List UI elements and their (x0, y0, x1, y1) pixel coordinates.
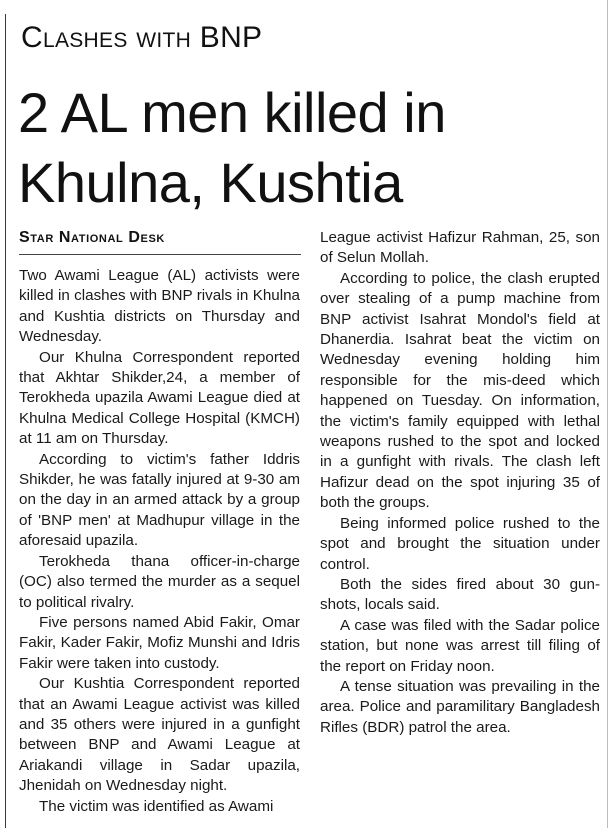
right-border-rule (607, 0, 608, 828)
article-paragraph: Our Khulna Correspondent reported that Akhtar Shikder,24, a member of Terokheda upazila Awami League died at Khulna Medical College Hospital (KMCH) at 11 am on Thursday. (19, 348, 300, 448)
headline-line: Khulna, Kushtia (18, 151, 403, 214)
byline-divider (19, 254, 301, 255)
article-paragraph: Five persons named Abid Fakir, Omar Fakir, Kader Fakir, Mofiz Munshi and Idris Fakir were taken into custody. (19, 613, 300, 672)
headline-line: 2 AL men killed in (18, 81, 446, 144)
article-paragraph: Two Awami League (AL) activists were killed in clashes with BNP rivals in Khulna and Kushtia districts on Thursday and Wednesday. (19, 267, 300, 346)
article-paragraph: According to victim's father Iddris Shikder, he was fatally injured at 9-30 am on the day in an armed attack by a group of 'BNP men' at Madhupur village in the aforesaid upazila. (19, 450, 300, 550)
article-paragraph: The victim was identified as Awami (39, 797, 274, 815)
article-paragraph: Being informed police rushed to the spot and brought the situation under control. (320, 514, 600, 573)
article-paragraph: A tense situation was prevailing in the area. Police and paramilitary Bangladesh Rifles (BDR) patrol the area. (320, 677, 600, 736)
article-kicker: Clashes with BNP (21, 21, 263, 54)
left-border-rule (5, 14, 6, 828)
article-paragraph: Both the sides fired about 30 gun-shots, locals said. (320, 575, 600, 614)
article-paragraph: Our Kushtia Correspondent reported that an Awami League activist was killed and 35 others were injured in a gunfight between BNP and Awami League at Ariakandi village in Sadar upazila, Jhenidah on Wednesday night. (19, 675, 300, 795)
article-paragraph: League activist Hafizur Rahman, 25, son of Selun Mollah. (320, 229, 600, 267)
article-paragraph: Terokheda thana officer-in-charge (OC) also termed the murder as a sequel to political rivalry. (19, 552, 300, 611)
article-paragraph: According to police, the clash erupted over stealing of a pump machine from BNP activist Isahrat Mondol's field at Dhanerdia. Isahrat beat the victim on Wednesday evening holding him responsible for the mis-deed which happened on Tuesday. On information, the victim's family equipped with lethal weapons rushed to the spot and locked in a gunfight with rivals. The clash left Hafizur dead on the spot injuring 35 of both the groups. (320, 269, 600, 512)
article-paragraph: A case was filed with the Sadar police station, but none was arrest till filing of the report on Friday noon. (320, 616, 600, 675)
article-headline (18, 78, 598, 218)
article-column-left (19, 266, 300, 817)
article-byline: Star National Desk (19, 229, 165, 246)
article-column-right (320, 228, 600, 738)
